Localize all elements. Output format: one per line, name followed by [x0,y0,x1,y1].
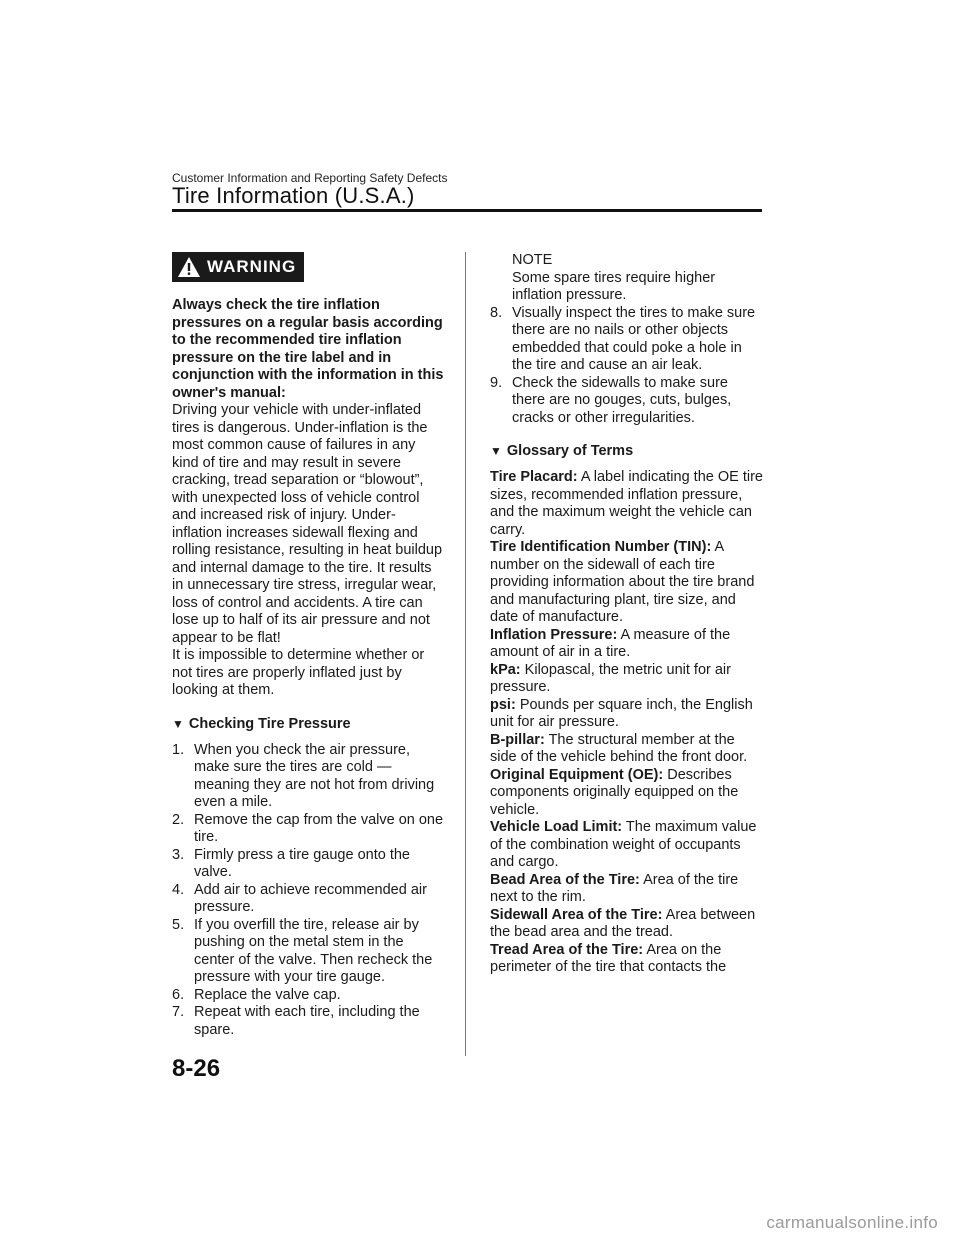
glossary-entry: Vehicle Load Limit: The maximum value of the combination weight of occupants and cargo. [490,819,757,870]
section-label: Customer Information and Reporting Safety Defects [172,171,448,185]
glossary-entry: Inflation Pressure: A measure of the amount of air in a tire. [490,626,731,660]
note-label: NOTE [512,252,553,268]
list-item: 3. Firmly press a tire gauge onto the valve. [172,846,410,880]
warning-body-1: Driving your vehicle with under-inflated tires is dangerous. Under-inflation is the most common cause of failures in any kind of tire and may result in severe cracking, tread separation or “blowout”, with unexpected loss of vehicle control and increased risk of injury. Under-inflation increases sidewall flexing and rolling resistance, resulting in heat buildup and internal damage to the tire. It results in unnecessary tire stress, irregular wear, loss of control and accidents. A tire can lose up to half of its air pressure and not appear to be flat! [172,402,443,646]
page-number: 8-26 [172,1055,221,1082]
note-block [490,252,765,305]
page-title: Tire Information (U.S.A.) [172,183,415,208]
checking-steps-continued [490,305,765,428]
list-item: 4. Add air to achieve recommended air pressure. [172,881,427,915]
header-rule [172,209,762,212]
left-column [172,252,444,1039]
warning-label: WARNING [207,257,297,276]
warning-body-2: It is impossible to determine whether or not tires are properly inflated just by looking at them. [172,647,425,698]
warning-badge [172,252,304,282]
glossary-title: Glossary of Terms [506,443,634,459]
warning-heading: Always check the tire inflation pressures on a regular basis according to the recommended tire inflation pressure on the tire label and in conjunction with the information in this owner's manual: [172,297,444,401]
glossary-entry: kPa: Kilopascal, the metric unit for air pressure. [490,661,731,695]
glossary-entry: Tire Placard: A label indicating the OE tire sizes, recommended inflation pressure, and the maximum weight the vehicle can carry. [490,469,763,538]
glossary-entry: B-pillar: The structural member at the side of the vehicle behind the front door. [490,731,748,765]
glossary-entry: Original Equipment (OE): Describes components originally equipped on the vehicle. [490,766,739,818]
glossary-entry: Tread Area of the Tire: Area on the perimeter of the tire that contacts the [490,941,727,975]
glossary-entry: psi: Pounds per square inch, the English unit for air pressure. [490,696,753,730]
checking-section-heading [172,715,444,733]
watermark: carmanualsonline.info [766,1213,938,1232]
glossary-entry: Bead Area of the Tire: Area of the tire next to the rim. [490,871,739,905]
glossary-section-heading [490,442,765,460]
list-item: 7. Repeat with each tire, including the spare. [172,1004,420,1038]
column-divider [465,252,466,1056]
triangle-down-icon: ▼ [490,444,502,458]
warning-triangle-icon [177,256,201,278]
checking-title: Checking Tire Pressure [188,715,351,732]
triangle-down-icon: ▼ [172,716,184,731]
list-item: 1. When you check the air pressure, make sure the tires are cold —meaning they are not hot from driving even a mile. [172,741,435,810]
list-item: 5. If you overfill the tire, release air by pushing on the metal stem in the center of the valve. Then recheck the pressure with your tire gauge. [172,916,433,985]
list-item: 8. Visually inspect the tires to make sure there are no nails or other objects embedded that could poke a hole in the tire and cause an air leak. [490,304,756,373]
checking-steps [172,742,444,1040]
glossary-entry: Sidewall Area of the Tire: Area between the bead area and the tread. [490,906,756,940]
list-item: 6. Replace the valve cap. [172,986,341,1003]
right-column [490,252,765,977]
list-item: 9. Check the sidewalls to make sure there are no gouges, cuts, bulges, cracks or other irregularities. [490,374,732,426]
list-item: 2. Remove the cap from the valve on one tire. [172,811,444,845]
glossary-list [490,469,765,977]
glossary-entry: Tire Identification Number (TIN): A number on the sidewall of each tire providing information about the tire brand and manufacturing plant, tire size, and date of manufacture. [490,539,755,625]
note-text: Some spare tires require higher inflation pressure. [512,269,716,303]
